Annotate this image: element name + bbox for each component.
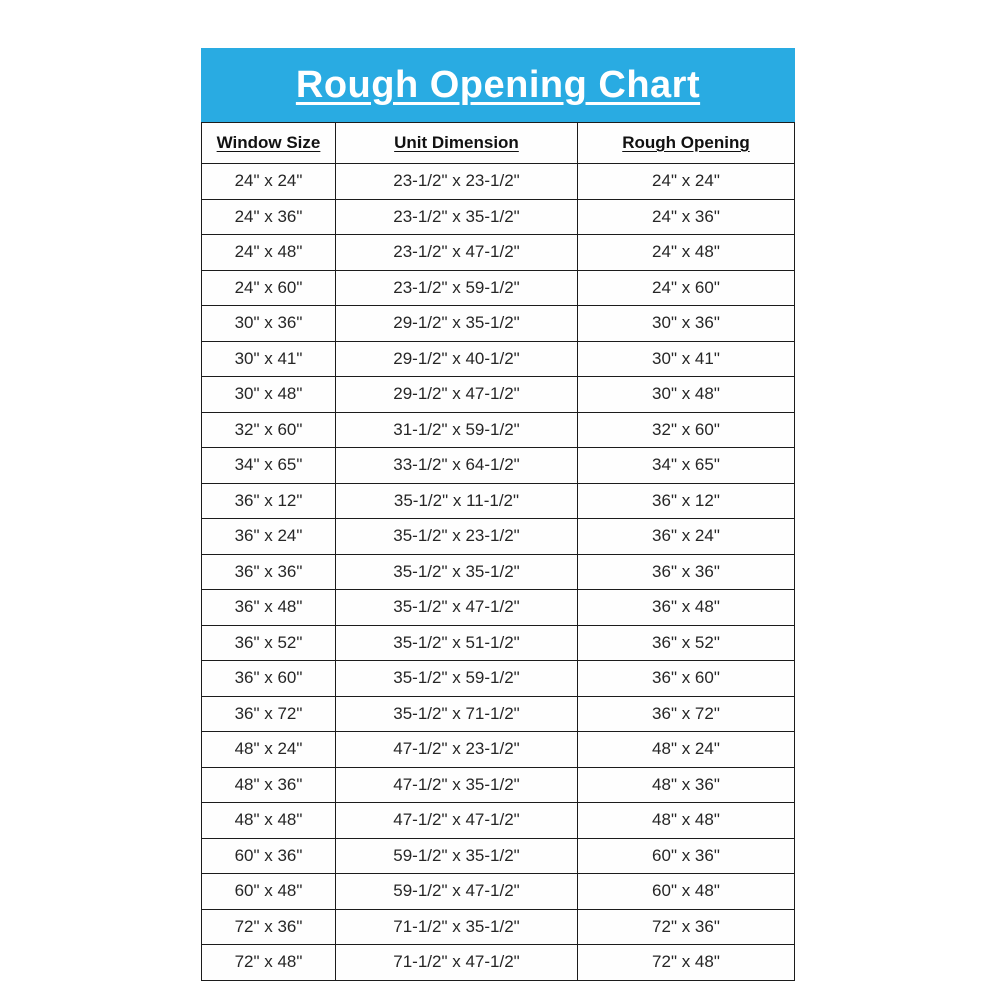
cell-window-size: 24" x 36" [202, 199, 336, 235]
cell-window-size: 36" x 60" [202, 661, 336, 697]
table-row [202, 412, 795, 448]
cell-unit-dimension: 31-1/2" x 59-1/2" [336, 412, 578, 448]
cell-unit-dimension: 29-1/2" x 35-1/2" [336, 306, 578, 342]
column-header-unit-dimension: Unit Dimension [336, 123, 578, 164]
cell-window-size: 36" x 72" [202, 696, 336, 732]
cell-window-size: 60" x 36" [202, 838, 336, 874]
cell-unit-dimension: 35-1/2" x 47-1/2" [336, 590, 578, 626]
table-row [202, 732, 795, 768]
cell-unit-dimension: 47-1/2" x 47-1/2" [336, 803, 578, 839]
cell-rough-opening: 36" x 24" [577, 519, 794, 555]
cell-window-size: 30" x 41" [202, 341, 336, 377]
cell-window-size: 24" x 24" [202, 164, 336, 200]
cell-rough-opening: 48" x 36" [577, 767, 794, 803]
table-row [202, 945, 795, 981]
page-title: Rough Opening Chart [295, 63, 701, 106]
cell-window-size: 30" x 36" [202, 306, 336, 342]
table-row [202, 625, 795, 661]
cell-rough-opening: 72" x 48" [577, 945, 794, 981]
table-row [202, 341, 795, 377]
table-row [202, 803, 795, 839]
cell-rough-opening: 30" x 48" [577, 377, 794, 413]
cell-rough-opening: 36" x 72" [577, 696, 794, 732]
cell-window-size: 72" x 36" [202, 909, 336, 945]
cell-unit-dimension: 23-1/2" x 47-1/2" [336, 235, 578, 271]
cell-rough-opening: 36" x 52" [577, 625, 794, 661]
table-row [202, 235, 795, 271]
cell-unit-dimension: 71-1/2" x 47-1/2" [336, 945, 578, 981]
cell-rough-opening: 24" x 24" [577, 164, 794, 200]
cell-window-size: 36" x 36" [202, 554, 336, 590]
cell-window-size: 32" x 60" [202, 412, 336, 448]
cell-window-size: 60" x 48" [202, 874, 336, 910]
cell-window-size: 30" x 48" [202, 377, 336, 413]
cell-rough-opening: 72" x 36" [577, 909, 794, 945]
cell-rough-opening: 36" x 36" [577, 554, 794, 590]
table-row [202, 306, 795, 342]
cell-unit-dimension: 47-1/2" x 35-1/2" [336, 767, 578, 803]
table-row [202, 554, 795, 590]
cell-rough-opening: 30" x 36" [577, 306, 794, 342]
rough-opening-chart [201, 48, 795, 981]
cell-unit-dimension: 23-1/2" x 35-1/2" [336, 199, 578, 235]
title-banner [201, 48, 795, 122]
cell-window-size: 24" x 48" [202, 235, 336, 271]
cell-unit-dimension: 35-1/2" x 59-1/2" [336, 661, 578, 697]
cell-window-size: 36" x 12" [202, 483, 336, 519]
table-row [202, 767, 795, 803]
cell-rough-opening: 36" x 12" [577, 483, 794, 519]
cell-unit-dimension: 33-1/2" x 64-1/2" [336, 448, 578, 484]
cell-unit-dimension: 35-1/2" x 23-1/2" [336, 519, 578, 555]
cell-unit-dimension: 35-1/2" x 35-1/2" [336, 554, 578, 590]
table-header-row [202, 123, 795, 164]
cell-window-size: 48" x 24" [202, 732, 336, 768]
table-row [202, 590, 795, 626]
table-body [202, 164, 795, 981]
table-row [202, 377, 795, 413]
cell-rough-opening: 24" x 60" [577, 270, 794, 306]
cell-unit-dimension: 47-1/2" x 23-1/2" [336, 732, 578, 768]
column-header-window-size: Window Size [202, 123, 336, 164]
cell-rough-opening: 32" x 60" [577, 412, 794, 448]
column-header-rough-opening: Rough Opening [577, 123, 794, 164]
cell-rough-opening: 60" x 36" [577, 838, 794, 874]
table-row [202, 483, 795, 519]
cell-unit-dimension: 59-1/2" x 47-1/2" [336, 874, 578, 910]
table-row [202, 270, 795, 306]
cell-unit-dimension: 35-1/2" x 71-1/2" [336, 696, 578, 732]
table-row [202, 661, 795, 697]
cell-rough-opening: 36" x 48" [577, 590, 794, 626]
table-row [202, 448, 795, 484]
cell-unit-dimension: 35-1/2" x 11-1/2" [336, 483, 578, 519]
cell-rough-opening: 30" x 41" [577, 341, 794, 377]
cell-rough-opening: 60" x 48" [577, 874, 794, 910]
rough-opening-table [201, 122, 795, 981]
cell-window-size: 72" x 48" [202, 945, 336, 981]
cell-unit-dimension: 23-1/2" x 59-1/2" [336, 270, 578, 306]
table-row [202, 874, 795, 910]
cell-window-size: 24" x 60" [202, 270, 336, 306]
cell-unit-dimension: 23-1/2" x 23-1/2" [336, 164, 578, 200]
cell-window-size: 36" x 24" [202, 519, 336, 555]
cell-rough-opening: 24" x 36" [577, 199, 794, 235]
cell-unit-dimension: 35-1/2" x 51-1/2" [336, 625, 578, 661]
cell-unit-dimension: 29-1/2" x 47-1/2" [336, 377, 578, 413]
cell-unit-dimension: 29-1/2" x 40-1/2" [336, 341, 578, 377]
table-row [202, 519, 795, 555]
cell-rough-opening: 36" x 60" [577, 661, 794, 697]
table-row [202, 838, 795, 874]
cell-window-size: 36" x 48" [202, 590, 336, 626]
cell-window-size: 36" x 52" [202, 625, 336, 661]
cell-rough-opening: 48" x 48" [577, 803, 794, 839]
cell-window-size: 34" x 65" [202, 448, 336, 484]
cell-window-size: 48" x 48" [202, 803, 336, 839]
table-row [202, 199, 795, 235]
cell-rough-opening: 48" x 24" [577, 732, 794, 768]
table-row [202, 696, 795, 732]
table-row [202, 909, 795, 945]
cell-unit-dimension: 59-1/2" x 35-1/2" [336, 838, 578, 874]
table-row [202, 164, 795, 200]
cell-unit-dimension: 71-1/2" x 35-1/2" [336, 909, 578, 945]
cell-window-size: 48" x 36" [202, 767, 336, 803]
cell-rough-opening: 24" x 48" [577, 235, 794, 271]
cell-rough-opening: 34" x 65" [577, 448, 794, 484]
